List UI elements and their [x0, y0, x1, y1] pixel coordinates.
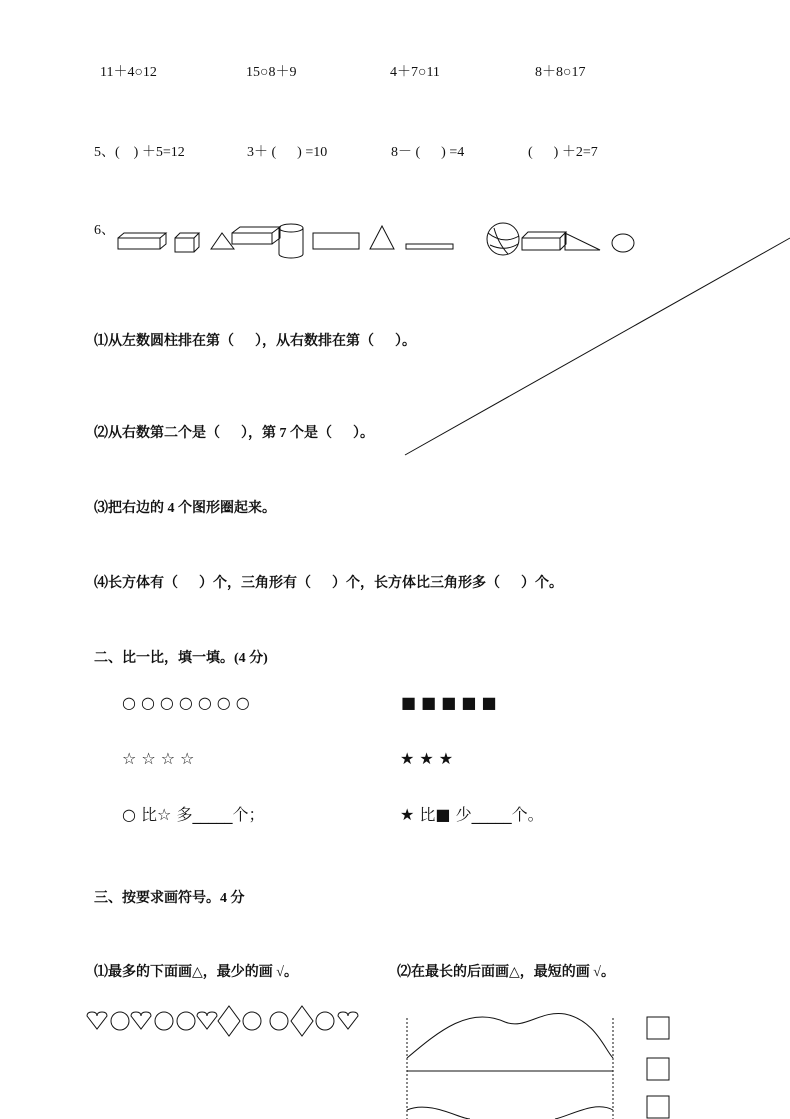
section-3-title: 三、按要求画符号。4 分 — [94, 891, 245, 906]
solid-squares-row: ■■■■■ — [401, 693, 502, 712]
question-6-sub-3: ⑶把右边的 4 个图形圈起来。 — [94, 501, 276, 516]
compare-question-3: 4＋7○11 — [390, 65, 440, 80]
answer-box-2[interactable] — [647, 1058, 669, 1080]
fill-blank-question-3: 8－ ( ) =4 — [391, 145, 465, 160]
curved-line — [407, 1107, 613, 1119]
answer-box-1[interactable] — [647, 1017, 669, 1039]
hollow-stars-row: ☆☆☆☆ — [122, 749, 200, 768]
solid-stars-row: ★★★ — [400, 749, 459, 768]
question-6-sub-1: ⑴从左数圆柱排在第（ ），从右数排在第（ ）。 — [94, 334, 416, 349]
answer-box-3[interactable] — [647, 1096, 669, 1118]
question-6-sub-2: ⑵从右数第二个是（ ），第 7 个是（ ）。 — [94, 426, 374, 441]
hollow-circles-row: ○○○○○○○ — [122, 693, 255, 712]
fill-blank-question-2: 3＋ ( ) =10 — [247, 145, 328, 160]
compare-question-4: 8＋8○17 — [535, 65, 586, 80]
compare-question-1: 11＋4○12 — [100, 65, 157, 80]
question-6-sub-4: ⑷长方体有（ ）个，三角形有（ ）个，长方体比三角形多（ ）个。 — [94, 576, 563, 591]
fill-blank-question-4: ( ) ＋2=7 — [528, 145, 598, 160]
section-2-title: 二、比一比，填一填。(4 分) — [94, 651, 268, 666]
compare-sentence-1: ○ 比☆ 多_____个； — [122, 805, 265, 824]
compare-question-2: 15○8＋9 — [246, 65, 297, 80]
section-3-sub-1: ⑴最多的下面画△，最少的画 √。 — [94, 965, 298, 980]
fill-blank-question-1: 5、( ) ＋5=12 — [94, 145, 185, 160]
question-6-label: 6、 — [94, 223, 115, 238]
compare-sentence-2: ★ 比■ 少_____个。 — [400, 805, 544, 824]
wavy-line-longest — [407, 1013, 613, 1058]
section-3-sub-2: ⑵在最长的后面画△，最短的画 √。 — [397, 965, 615, 980]
